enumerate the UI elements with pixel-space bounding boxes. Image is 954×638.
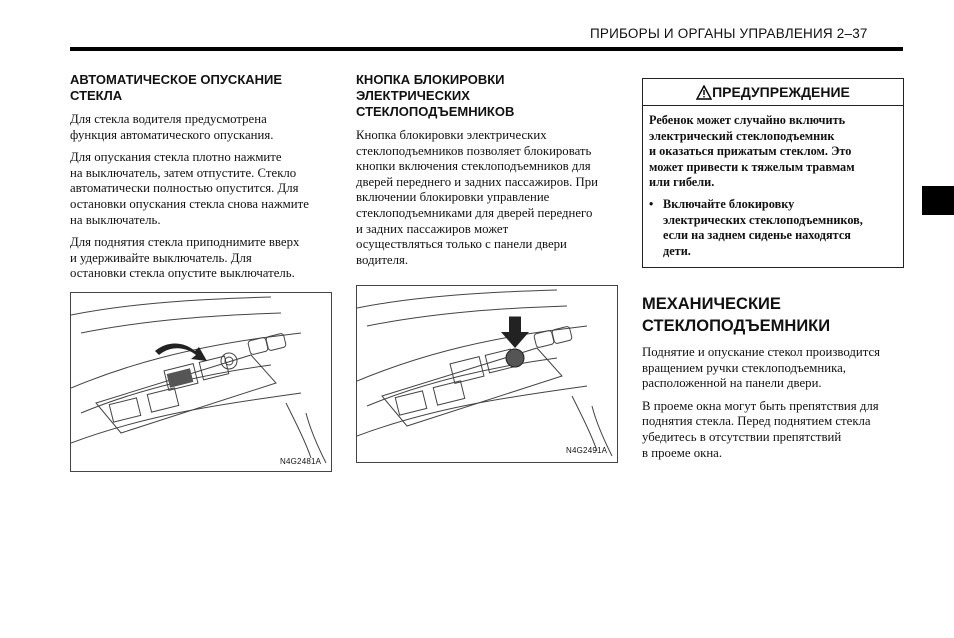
warning-triangle-icon bbox=[696, 85, 712, 100]
figure-code: N4G2481A bbox=[280, 457, 322, 466]
warning-header bbox=[643, 79, 903, 106]
paragraph: В проеме окна могут быть препятствия для поднятия стекла. Перед поднятием стекла убедитесь в отсутствии препятствий в проеме окна. bbox=[642, 398, 879, 460]
section-tab-marker bbox=[922, 186, 954, 215]
paragraph: Поднятие и опускание стекол производится вращением ручки стеклоподъемника, расположенной на панели двери. bbox=[642, 345, 881, 391]
heading-auto-down: АВТОМАТИЧЕСКОЕ ОПУСКАНИЕ СТЕКЛА bbox=[70, 72, 283, 103]
figure-code: N4G2491A bbox=[566, 446, 608, 455]
warning-title: ПРЕДУПРЕЖДЕНИЕ bbox=[712, 84, 850, 100]
arrow-down-icon bbox=[501, 316, 529, 348]
warning-bullet-item: • Включайте блокировку электрических стеклоподъемников, если на заднем сиденье находятся дети. bbox=[649, 196, 863, 258]
column-lock-button bbox=[356, 72, 621, 275]
arrow-up-icon bbox=[155, 344, 207, 362]
warning-text: Ребенок может случайно включить электрический стеклоподъемник и оказаться прижатым стеклом. Это может привести к тяжелым травмам или гибели. • Включайте блокировку электрических стеклоподъемников, если на заднем сиденье находятся дети. bbox=[643, 106, 903, 259]
paragraph: Для поднятия стекла приподнимите вверх и удерживайте выключатель. Для остановки стекла опустите выключатель. bbox=[70, 235, 300, 281]
paragraph: Для стекла водителя предусмотрена функция автоматического опускания. bbox=[70, 112, 274, 142]
door-panel-lock-illustration bbox=[357, 286, 617, 462]
running-header: ПРИБОРЫ И ОРГАНЫ УПРАВЛЕНИЯ 2–37 bbox=[590, 26, 868, 41]
column-manual-windows bbox=[642, 293, 907, 468]
header-rule bbox=[70, 47, 903, 51]
warning-box bbox=[642, 78, 904, 268]
heading-lock-button: КНОПКА БЛОКИРОВКИ ЭЛЕКТРИЧЕСКИХ СТЕКЛОПОДЪЕМНИКОВ bbox=[356, 72, 515, 119]
paragraph: Кнопка блокировки электрических стеклоподъемников позволяет блокировать кнопки включения стеклоподъемников для дверей переднего и задних пассажиров. При включении блокировки управление стеклоподъемниками для дверей переднего и задних пассажиров может осуществляться только с панели двери водителя. bbox=[356, 128, 599, 267]
column-auto-down bbox=[70, 72, 335, 289]
lock-button bbox=[506, 349, 524, 367]
figure-door-switch-auto bbox=[70, 292, 332, 472]
door-panel-illustration bbox=[71, 293, 331, 471]
figure-door-switch-lock bbox=[356, 285, 618, 463]
paragraph: Для опускания стекла плотно нажмите на выключатель, затем отпустите. Стекло автоматически полностью опустится. Для остановки опускания стекла снова нажмите на выключатель. bbox=[70, 150, 309, 227]
heading-manual-windows: МЕХАНИЧЕСКИЕ СТЕКЛОПОДЪЕМНИКИ bbox=[642, 295, 831, 335]
